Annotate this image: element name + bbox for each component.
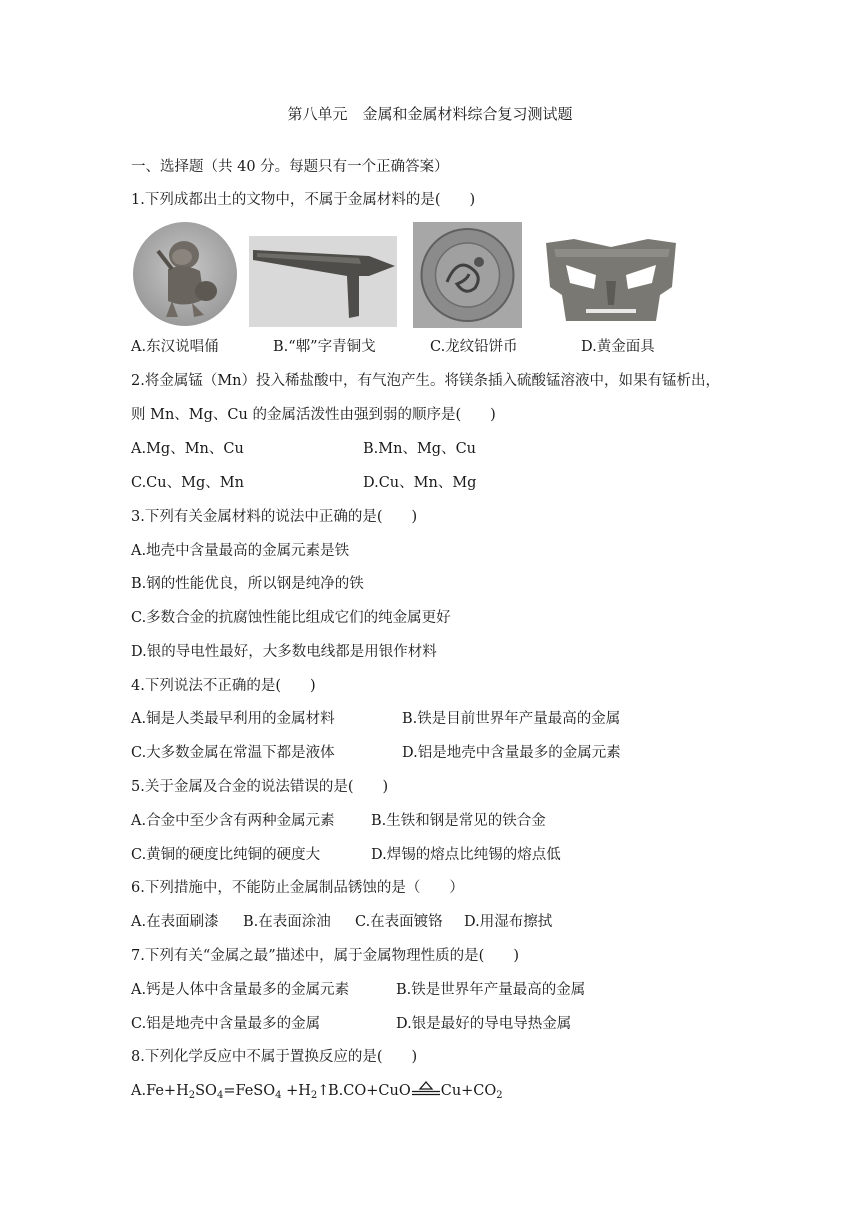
page-title: 第八单元 金属和金属材料综合复习测试题 (287, 105, 573, 123)
question-3-stem: 3.下列有关金属材料的说法中正确的是( ) (131, 509, 418, 525)
question-5-stem: 5.关于金属及合金的说法错误的是( ) (131, 779, 389, 795)
q1-option-b: B.“郫”字青铜戈 (273, 339, 376, 355)
q2-option-c: C.Cu、Mg、Mn (131, 475, 244, 491)
question-2-stem-line1: 2.将金属锰（Mn）投入稀盐酸中，有气泡产生。将镁条插入硫酸锰溶液中，如果有锰析出， (131, 373, 721, 389)
q1-option-a: A.东汉说唱俑 (131, 339, 219, 355)
q5-option-a: A.合金中至少含有两种金属元素 (131, 813, 335, 829)
q4-option-a: A.铜是人类最早利用的金属材料 (131, 711, 335, 727)
q4-option-b: B.铁是目前世界年产量最高的金属 (402, 711, 621, 727)
q4-option-c: C.大多数金属在常温下都是液体 (131, 745, 335, 761)
section-heading: 一、选择题（共 40 分。每题只有一个正确答案） (131, 159, 449, 175)
question-4-stem: 4.下列说法不正确的是( ) (131, 678, 316, 694)
q1-option-c: C.龙纹铅饼币 (430, 339, 518, 355)
q5-option-d: D.焊锡的熔点比纯锡的熔点低 (371, 847, 561, 863)
q8-option-b: B.CO+CuO $Cu+CO_2$ (328, 1083, 503, 1101)
q7-option-a: A.钙是人体中含量最多的金属元素 (131, 982, 350, 998)
q3-option-c: C.多数合金的抗腐蚀性能比组成它们的纯金属更好 (131, 610, 451, 626)
q2-option-b: B.Mn、Mg、Cu (363, 441, 477, 457)
q3-option-b: B.钢的性能优良，所以钢是纯净的铁 (131, 576, 364, 592)
question-7-stem: 7.下列有关“金属之最”描述中，属于金属物理性质的是( ) (131, 948, 519, 964)
q6-option-b: B.在表面涂油 (243, 914, 331, 930)
q2-option-a: A.Mg、Mn、Cu (131, 441, 244, 457)
q7-option-b: B.铁是世界年产量最高的金属 (396, 982, 586, 998)
q6-option-a: A.在表面刷漆 (131, 914, 219, 930)
question-2-stem-line2: 则 Mn、Mg、Cu 的金属活泼性由强到弱的顺序是( ) (131, 407, 496, 423)
q4-option-d: D.铝是地壳中含量最多的金属元素 (402, 745, 621, 761)
heat-condition-icon (411, 1081, 441, 1097)
question-8-stem: 8.下列化学反应中不属于置换反应的是( ) (131, 1049, 418, 1065)
q5-option-b: B.生铁和钢是常见的铁合金 (371, 813, 546, 829)
q6-option-d: D.用湿布擦拭 (464, 914, 553, 930)
q3-option-d: D.银的导电性最好，大多数电线都是用银作材料 (131, 644, 437, 660)
q5-option-c: C.黄铜的硬度比纯铜的硬度大 (131, 847, 321, 863)
dragon-coin-image (413, 222, 522, 328)
q1-option-d: D.黄金面具 (581, 339, 655, 355)
gold-mask-image (536, 235, 686, 327)
q3-option-a: A.地壳中含量最高的金属元素是铁 (131, 543, 350, 559)
question-1-stem: 1.下列成都出土的文物中，不属于金属材料的是( ) (131, 192, 476, 208)
q7-option-d: D.银是最好的导电导热金属 (396, 1016, 572, 1032)
q8-option-a: $A.Fe+H_2SO_4=FeSO_4$ $+H_2↑$ (131, 1083, 330, 1101)
q7-option-c: C.铝是地壳中含量最多的金属 (131, 1016, 321, 1032)
terracotta-figurine-image (132, 221, 238, 327)
q2-option-d: D.Cu、Mn、Mg (363, 475, 477, 491)
bronze-ge-dagger-image (249, 236, 397, 327)
question-6-stem: 6.下列措施中，不能防止金属制品锈蚀的是（ ） (131, 880, 464, 896)
q6-option-c: C.在表面镀铬 (355, 914, 443, 930)
